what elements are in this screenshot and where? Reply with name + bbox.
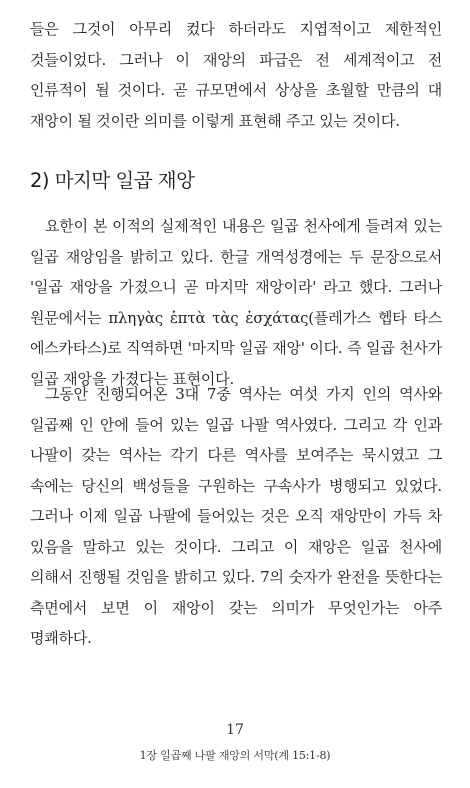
continued-paragraph: 들은 그것이 아무리 컸다 하더라도 지엽적이고 제한적인 것들이었다. 그러나 이 재앙의 파급은 전 세계적이고 전 인류적이 될 것이다. 곧 규모면에서 상상을 초월할 만큼의 대 재앙이 될 것이란 의미를 이렇게 표현해 주고 있는 것이다. bbox=[30, 20, 442, 130]
page-number: 17 bbox=[226, 722, 244, 738]
running-title: 1장 일곱째 나팔 재앙의 서막(계 15:1-8) bbox=[139, 749, 331, 762]
section-heading: 2) 마지막 일곱 재앙 bbox=[30, 169, 195, 192]
paragraph-seven-plagues-meaning: 그동안 진행되어온 3대 7중 역사는 여섯 가지 인의 역사와 일곱째 인 안에 들어 있는 일곱 나팔 역사였다. 그리고 각 인과 나팔이 갖는 역사는 각기 다른 역사를 보여주는 묵시였고 그 속에는 당신의 백성들을 구원하는 구속사가 병행되고 있었다. 그러나 이제 일곱 나팔에 들어있는 것은 오직 재앙만이 가득 차 있음을 말하고 있는 것이다. 그리고 이 재앙은 일곱 천사에 의해서 진행될 것임을 밝히고 있다. 7의 숫자가 완전을 뜻한다는 측면에서 보면 이 재앙이 갖는 의미가 무엇인가는 아주 명쾌하다. bbox=[30, 385, 442, 647]
paragraph-seven-plagues-intro: 요한이 본 이적의 실제적인 내용은 일곱 천사에게 들려져 있는 일곱 재앙임을 밝히고 있다. 한글 개역성경에는 두 문장으로서 '일곱 재앙을 가졌으니 곧 마지막 재앙이라' 라고 했다. 그러나 원문에서는 πληγὰς ἑπτὰ τὰς ἐσχάτας(플레가스 헵타 타스 에스카타스)로 직역하면 '마지막 일곱 재앙' 이다. 즉 일곱 천사가 일곱 재앙을 가졌다는 표현이다. bbox=[30, 217, 442, 388]
